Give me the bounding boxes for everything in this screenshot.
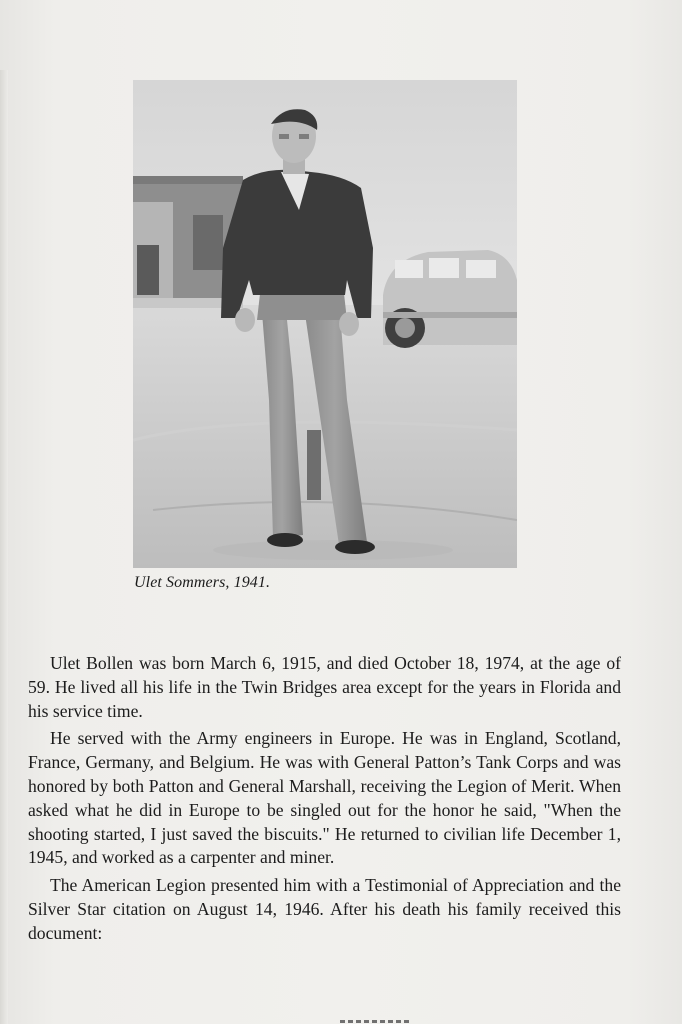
portrait-photograph: [133, 80, 517, 568]
page-edge: [0, 70, 8, 1024]
photo-caption: Ulet Sommers, 1941.: [134, 574, 271, 591]
paragraph-military-service: He served with the Army engineers in Europe. He was in England, Scotland, France, Germany, and Belgium. He was with General Patton’s Tank Corps and was honored by both Patton and General Marshall, receiving the Legion of Merit. When asked what he did in Europe to be singled out for the honor he said, "When the shooting started, I just saved the biscuits." He returned to civilian life December 1, 1945, and worked as a carpenter and miner.: [28, 728, 621, 868]
paragraph-american-legion: The American Legion presented him with a Testimonial of Appreciation and the Silver Star citation on August 14, 1946. After his death his family received this document:: [28, 875, 621, 943]
cut-off-text-line: [340, 1016, 460, 1024]
body-text: [28, 652, 621, 950]
paragraph-birth-death: Ulet Bollen was born March 6, 1915, and died October 18, 1974, at the age of 59. He lived all his life in the Twin Bridges area except for the years in Florida and his service time.: [28, 653, 621, 721]
